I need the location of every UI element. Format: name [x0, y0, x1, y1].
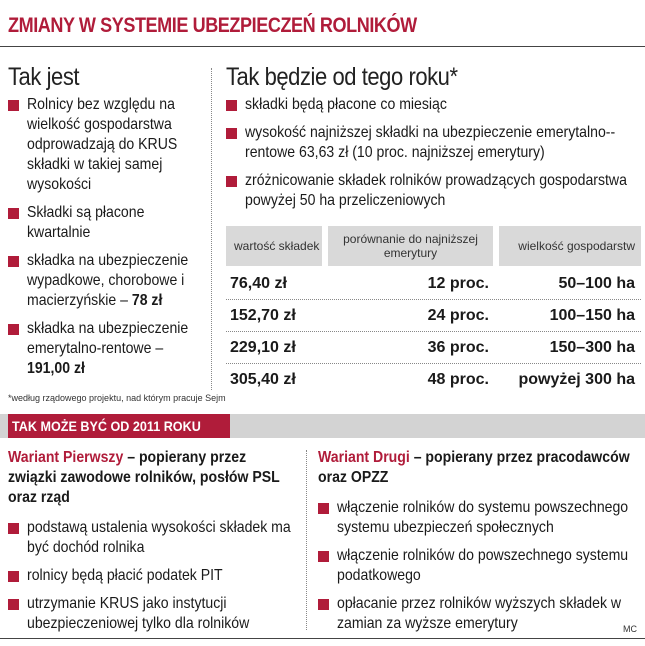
section-band-label: TAK MOŻE BYĆ OD 2011 ROKU — [8, 414, 230, 438]
bullet-square-icon — [226, 100, 237, 111]
cell-farm-size: 150–300 ha — [549, 338, 635, 356]
top-rule — [0, 46, 645, 47]
section-band — [0, 414, 645, 438]
list-item — [8, 566, 298, 586]
item-value: 191,00 zł — [27, 360, 85, 377]
list-item-text: włączenie rolników do powszechnego systemu podatkowego — [337, 547, 629, 584]
column-header-comparison: porównanie do najniższej emerytury — [328, 226, 493, 266]
table-header — [226, 226, 641, 266]
item-prefix: składka na ubezpieczenie emerytalno-rentowe – — [27, 320, 189, 357]
cell-farm-size: powyżej 300 ha — [518, 371, 635, 388]
bullet-square-icon — [318, 503, 329, 514]
bullet-square-icon — [8, 523, 19, 534]
list-item-text — [27, 251, 209, 311]
contributions-table — [226, 226, 641, 396]
column-divider — [211, 68, 212, 390]
table-row — [226, 300, 641, 332]
table-row — [226, 332, 641, 364]
column-header-contribution: wartość składek — [226, 226, 322, 266]
variant-second-list — [318, 498, 638, 634]
list-item-text: opłacanie przez rolników wyższych składek w zamian za wyższe emerytury — [337, 595, 622, 632]
list-item-text: Rolnicy bez względu na wielkość gospodarstwa odprowadzają do KRUS składki w takiej samej wysokości — [27, 96, 178, 193]
bullet-square-icon — [8, 324, 19, 335]
cell-farm-size: 100–150 ha — [549, 306, 635, 324]
planned-changes-list — [226, 95, 641, 211]
variant-second-name: Wariant Drugi — [318, 449, 410, 466]
list-item-text: podstawą ustalenia wysokości składek ma być dochód rolnika — [27, 519, 291, 556]
cell-contribution: 305,40 zł — [230, 371, 296, 388]
bottom-rule — [0, 638, 645, 639]
list-item-text: włączenie rolników do systemu powszechnego systemu ubezpieczeń społecznych — [337, 499, 629, 536]
cell-comparison: 48 proc. — [427, 371, 489, 388]
variant-first-list — [8, 518, 298, 634]
list-item-text — [27, 319, 209, 379]
list-item — [8, 251, 208, 311]
list-item-text: utrzymanie KRUS jako instytucji ubezpieczeniowej tylko dla rolników — [27, 595, 250, 632]
list-item-text: rolnicy będą płacić podatek PIT — [27, 567, 223, 584]
variant-first-column — [8, 448, 298, 642]
planned-changes-column — [226, 62, 641, 219]
planned-changes-heading: Tak będzie od tego roku* — [226, 63, 458, 91]
bullet-square-icon — [8, 208, 19, 219]
item-prefix: składka na ubezpieczenie wypadkowe, chorobowe i macierzyńskie – — [27, 252, 189, 309]
list-item-text: składki będą płacone co miesiąc — [245, 96, 447, 113]
current-state-heading: Tak jest — [8, 63, 80, 91]
list-item — [8, 95, 208, 195]
bullet-square-icon — [8, 571, 19, 582]
bullet-square-icon — [8, 256, 19, 267]
table-row — [226, 268, 641, 300]
bullet-square-icon — [226, 128, 237, 139]
cell-contribution: 229,10 zł — [230, 338, 296, 356]
bullet-square-icon — [318, 599, 329, 610]
bullet-square-icon — [226, 176, 237, 187]
author-signature: MC — [623, 624, 637, 634]
cell-contribution: 76,40 zł — [230, 274, 287, 292]
bullet-square-icon — [318, 551, 329, 562]
list-item — [318, 498, 638, 538]
list-item — [226, 95, 641, 115]
list-item — [226, 123, 641, 163]
bullet-square-icon — [8, 599, 19, 610]
item-value: 78 zł — [131, 292, 163, 309]
list-item — [318, 594, 638, 634]
list-item — [8, 594, 298, 634]
list-item — [8, 203, 208, 243]
list-item-text: zróżnicowanie składek rolników prowadzących gospodarstwa powyżej 50 ha przeliczeniowych — [245, 172, 627, 209]
list-item — [8, 319, 208, 379]
table-row — [226, 364, 641, 396]
cell-comparison: 12 proc. — [427, 274, 489, 292]
list-item — [8, 518, 298, 558]
list-item — [318, 546, 638, 586]
cell-contribution: 152,70 zł — [230, 306, 296, 324]
variant-second-description: – popierany przez pracodawców oraz OPZZ — [318, 449, 630, 486]
variant-first-heading — [8, 448, 298, 508]
current-state-column — [8, 62, 208, 387]
cell-comparison: 24 proc. — [427, 306, 489, 324]
list-item — [226, 171, 641, 211]
list-item-text: wysokość najniższej składki na ubezpieczenie emerytalno--rentowe 63,63 zł (10 proc. najniższej emerytury) — [245, 124, 616, 161]
variant-first-description: – popierany przez związki zawodowe rolników, posłów PSL oraz rząd — [8, 449, 280, 506]
list-item-text: Składki są płacone kwartalnie — [27, 204, 145, 241]
bullet-square-icon — [8, 100, 19, 111]
variant-second-heading — [318, 448, 638, 488]
cell-comparison: 36 proc. — [427, 338, 489, 356]
current-state-list — [8, 95, 208, 379]
page-title: ZMIANY W SYSTEMIE UBEZPIECZEŃ ROLNIKÓW — [8, 14, 417, 37]
table-body — [226, 268, 641, 396]
footnote: *według rządowego projektu, nad którym pracuje Sejm — [8, 393, 226, 403]
variant-second-column — [318, 448, 638, 642]
column-header-farm-size: wielkość gospodarstw — [499, 226, 641, 266]
variant-first-name: Wariant Pierwszy — [8, 449, 124, 466]
variants-divider — [306, 450, 307, 630]
cell-farm-size: 50–100 ha — [558, 274, 635, 292]
